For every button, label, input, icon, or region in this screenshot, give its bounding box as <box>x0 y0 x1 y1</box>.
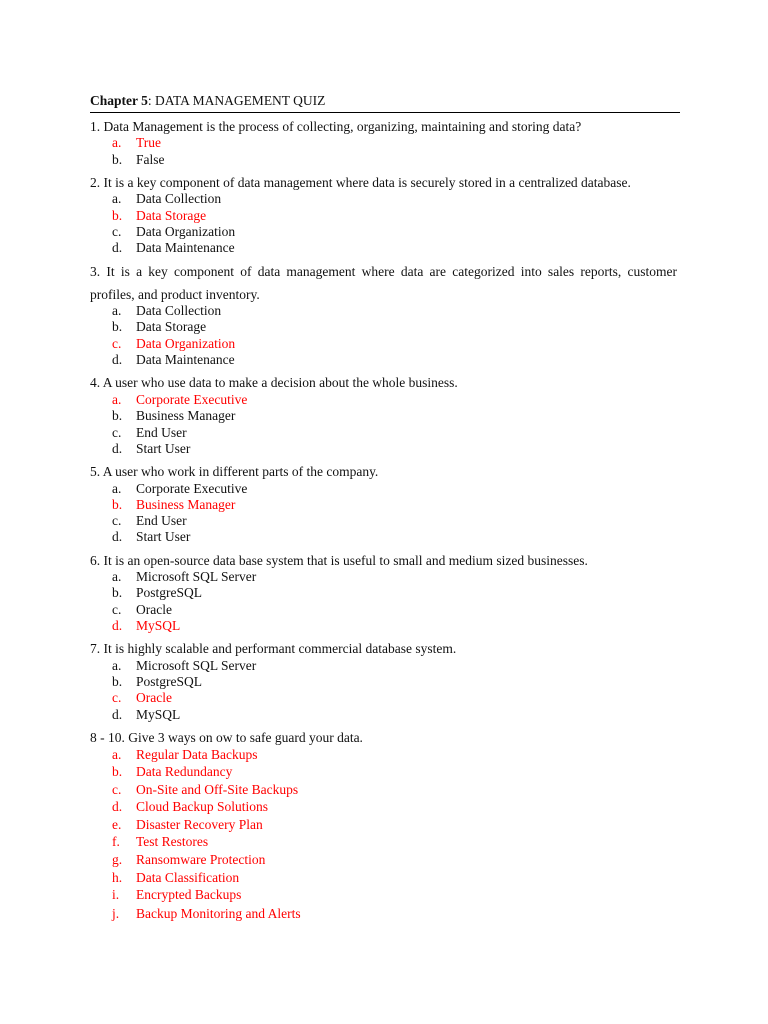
answer-option: c. Oracle <box>112 690 172 705</box>
question-text: 3. It is a key component of data management where data are categorized into sales reports, customer profiles, and product inventory. <box>90 264 677 302</box>
question-text: 7. It is highly scalable and performant commercial database system. <box>90 641 457 656</box>
answer-option: d. Cloud Backup Solutions <box>112 799 269 814</box>
question-text: 2. It is a key component of data management where data is securely stored in a centralized database. <box>90 175 631 190</box>
page-title <box>90 92 680 113</box>
answer-option: c. Data Organization <box>112 224 236 239</box>
answer-option: b. False <box>112 152 165 167</box>
answer-option: c. End User <box>112 425 187 440</box>
answer-option: f. Test Restores <box>112 834 209 849</box>
answer-option: b. Data Storage <box>112 319 207 334</box>
question-text: 4. A user who use data to make a decision about the whole business. <box>90 375 458 390</box>
answer-option: h. Data Classification <box>112 870 240 885</box>
answer-option: d. MySQL <box>112 618 181 633</box>
question-text: 5. A user who work in different parts of the company. <box>90 464 379 479</box>
answer-option: c. End User <box>112 513 187 528</box>
answer-option: b. Business Manager <box>112 497 236 512</box>
answer-option: a. Regular Data Backups <box>112 747 258 762</box>
answer-option: b. PostgreSQL <box>112 585 203 600</box>
answer-option: d. Start User <box>112 529 191 544</box>
answer-option: a. Microsoft SQL Server <box>112 658 257 673</box>
answer-option: d. MySQL <box>112 707 181 722</box>
answer-option: d. Data Maintenance <box>112 352 235 367</box>
answer-option: a. Microsoft SQL Server <box>112 569 257 584</box>
answer-option: b. PostgreSQL <box>112 674 203 689</box>
answer-option: b. Data Storage <box>112 208 207 223</box>
answer-option: d. Data Maintenance <box>112 240 235 255</box>
answer-option: a. True <box>112 135 162 150</box>
answer-option: d. Start User <box>112 441 191 456</box>
answer-option: i. Encrypted Backups <box>112 887 242 902</box>
answer-option: a. Corporate Executive <box>112 481 248 496</box>
answer-option: c. Oracle <box>112 602 172 617</box>
answer-option: b. Data Redundancy <box>112 764 233 779</box>
quiz-title: : DATA MANAGEMENT QUIZ <box>147 93 326 108</box>
question-text: 8 - 10. Give 3 ways on ow to safe guard your data. <box>90 730 363 745</box>
answer-option: a. Data Collection <box>112 303 222 318</box>
question-text: 1. Data Management is the process of collecting, organizing, maintaining and storing data? <box>90 119 582 134</box>
answer-option: a. Data Collection <box>112 191 222 206</box>
answer-option: g. Ransomware Protection <box>112 852 266 867</box>
chapter-label: Chapter 5 <box>90 93 148 108</box>
answer-option: e. Disaster Recovery Plan <box>112 817 263 832</box>
answer-option: b. Business Manager <box>112 408 236 423</box>
answer-option: j. Backup Monitoring and Alerts <box>112 906 301 921</box>
answer-option: c. On-Site and Off-Site Backups <box>112 782 299 797</box>
question-text: 6. It is an open-source data base system that is useful to small and medium sized businesses. <box>90 553 588 568</box>
answer-option: c. Data Organization <box>112 336 236 351</box>
answer-option: a. Corporate Executive <box>112 392 248 407</box>
